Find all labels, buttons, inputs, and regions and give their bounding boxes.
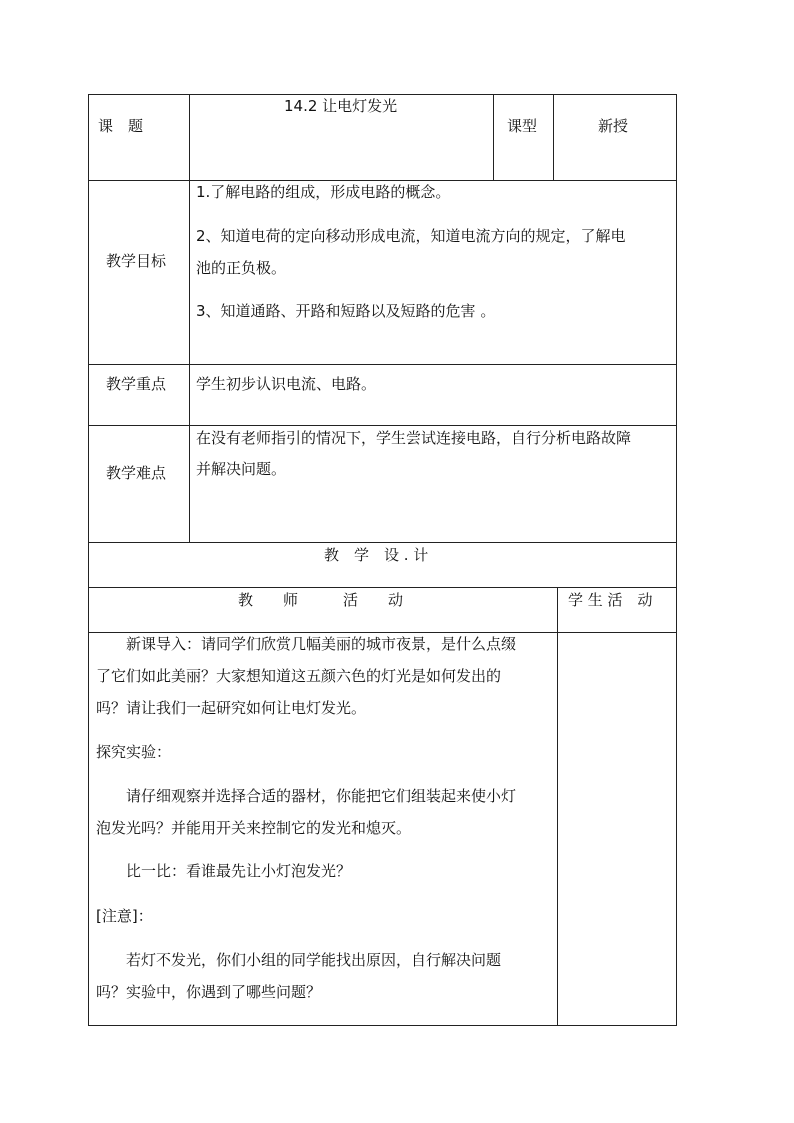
type-label-left-divider: [493, 94, 494, 180]
row-divider-1: [88, 180, 677, 181]
type-label-right-divider: [553, 94, 554, 180]
lesson-type-value: 新授: [598, 117, 629, 135]
row-divider-2: [88, 364, 677, 365]
lesson-type-label: 课型: [507, 117, 538, 135]
difficulties-line: 并解决问题。: [196, 460, 287, 478]
teacher-activity-line: [注意]：: [96, 907, 153, 925]
student-activity-header: 学 生 活 动: [568, 591, 653, 609]
teacher-activity-line: 泡发光吗？并能用开关来控制它的发光和熄灭。: [96, 819, 412, 837]
row-divider-5: [88, 587, 677, 588]
key-points-text: 学生初步认识电流、电路。: [196, 375, 377, 393]
teacher-activity-line: 探究实验：: [96, 743, 172, 761]
label-column-divider: [189, 94, 190, 542]
design-title: 教 学 设 . 计: [324, 546, 429, 564]
topic-label: 课 题: [98, 117, 144, 135]
row-divider-4: [88, 542, 677, 543]
objective-item: 池的正负极。: [196, 259, 287, 277]
teacher-activity-line: 请仔细观察并选择合适的器材，你能把它们组装起来使小灯: [96, 787, 517, 805]
teacher-activity-line: 吗？实验中，你遇到了哪些问题？: [96, 983, 322, 1001]
objective-item: 3、知道通路、开路和短路以及短路的危害 。: [196, 302, 496, 320]
objectives-label: 教学目标: [106, 252, 167, 270]
teacher-activity-line: 新课导入：请同学们欣赏几幅美丽的城市夜景，是什么点缀: [96, 635, 517, 653]
topic-value: 14.2 让电灯发光: [284, 97, 398, 115]
teacher-activity-line: 吗？请让我们一起研究如何让电灯发光。: [96, 699, 367, 717]
objective-item: 2、知道电荷的定向移动形成电流，知道电流方向的规定，了解电: [196, 227, 626, 245]
row-divider-3: [88, 425, 677, 426]
difficulties-label: 教学难点: [106, 464, 167, 482]
teacher-activity-header: 教 师 活 动: [238, 591, 404, 609]
difficulties-line: 在没有老师指引的情况下，学生尝试连接电路，自行分析电路故障: [196, 429, 632, 447]
student-column-divider: [557, 587, 558, 1026]
teacher-activity-line: 比一比：看谁最先让小灯泡发光？: [96, 862, 352, 880]
teacher-activity-line: 了它们如此美丽？大家想知道这五颜六色的灯光是如何发出的: [96, 667, 502, 685]
teacher-activity-line: 若灯不发光，你们小组的同学能找出原因，自行解决问题: [96, 951, 502, 969]
objective-item: 1.了解电路的组成，形成电路的概念。: [196, 183, 451, 201]
key-points-label: 教学重点: [106, 375, 167, 393]
row-divider-6: [88, 632, 677, 633]
